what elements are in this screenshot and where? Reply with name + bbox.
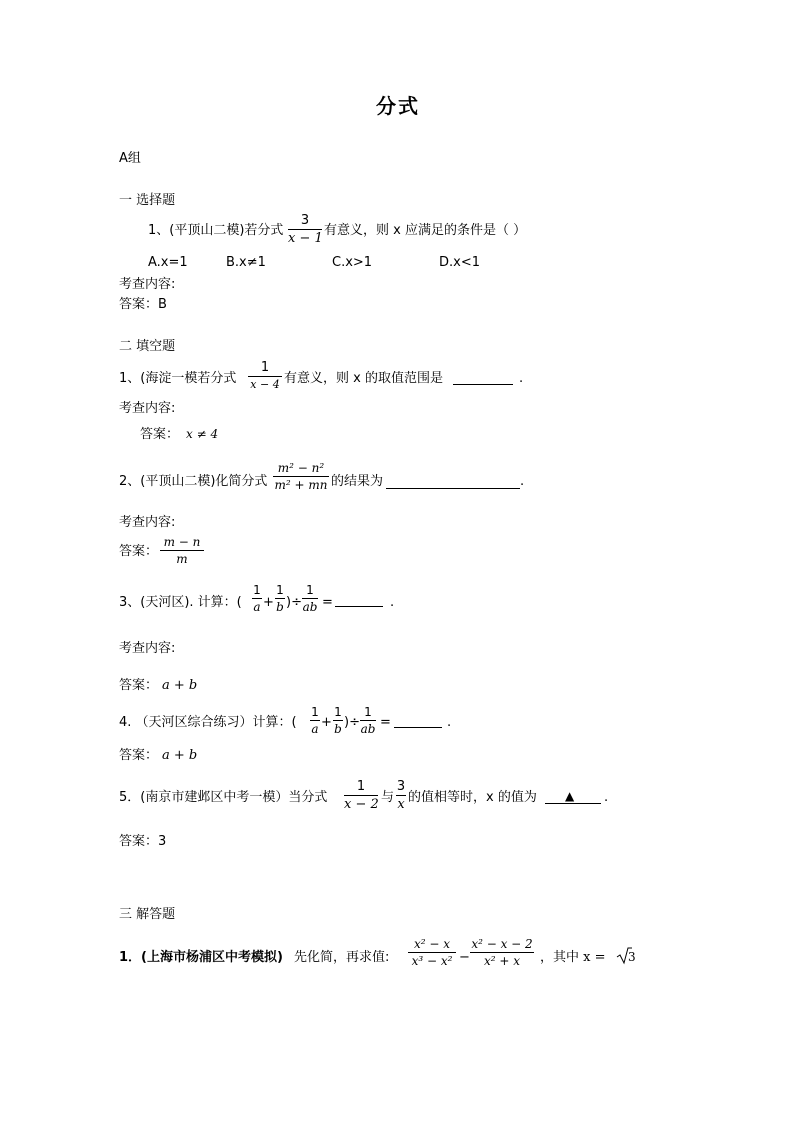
fraction-bar — [360, 720, 376, 721]
sec2-q5-mid: 与 — [381, 790, 395, 805]
sec2-q4-fraction-3 — [360, 706, 376, 735]
sec2-q1-fraction — [248, 361, 282, 390]
sec2-q5-blank[interactable] — [545, 803, 601, 804]
sec2-q2-suffix: 的结果为 — [331, 474, 384, 489]
option-b: B.x≠1 — [226, 255, 266, 270]
fraction-denominator: a — [311, 722, 319, 736]
sec2-q2-kaocha: 考查内容: — [119, 515, 176, 530]
sec1-kaocha: 考查内容: — [119, 277, 176, 292]
fraction-denominator: x³ − x² — [411, 954, 453, 968]
fraction-denominator: a — [253, 600, 261, 614]
sec2-q2-fraction — [273, 462, 329, 491]
sec1-answer: 答案：B — [119, 297, 167, 312]
fraction-bar — [248, 376, 282, 377]
sec3-q1-fraction-1 — [408, 938, 456, 967]
fraction-numerator: 3 — [300, 213, 310, 228]
fraction-denominator: ab — [302, 600, 318, 614]
option-a: A.x=1 — [148, 255, 188, 270]
sec2-q1-answer-label: 答案： — [140, 427, 180, 442]
sec2-q1-blank[interactable] — [453, 384, 513, 385]
section-heading-fill: 二 填空题 — [119, 339, 176, 354]
fraction-denominator: b — [276, 600, 284, 614]
sec2-q1-answer-value: x ≠ 4 — [186, 427, 219, 441]
sec3-q1-prefix: 1．(上海市杨浦区中考模拟) — [119, 950, 283, 965]
fraction-bar — [288, 229, 322, 230]
fraction-bar — [302, 598, 318, 599]
sec2-q3-div: )÷ — [286, 595, 302, 610]
sec2-q3-end: . — [390, 595, 395, 610]
section-heading-solve: 三 解答题 — [119, 907, 176, 922]
fraction-bar — [310, 720, 320, 721]
sec2-q2-answer-label: 答案： — [119, 544, 159, 559]
fraction-denominator: m² + mn — [274, 478, 328, 492]
sec3-q1-minus: − — [459, 950, 470, 965]
sec2-q5-end: . — [604, 790, 609, 805]
fraction-numerator: m² − n² — [277, 461, 325, 475]
fraction-numerator: 1 — [356, 779, 366, 794]
sec2-q4-prefix: 4. （天河区综合练习）计算：( — [119, 715, 297, 730]
fraction-numerator: 1 — [276, 583, 284, 597]
sec2-q4-div: )÷ — [344, 715, 360, 730]
page-title: 分式 — [376, 94, 420, 118]
sec2-q1-end: . — [519, 371, 524, 386]
sec2-q2-answer-fraction — [160, 536, 204, 565]
sec2-q5-prefix: 5．(南京市建邺区中考一模）当分式 — [119, 790, 328, 805]
sec2-q1-prefix: 1、(海淀一模若分式 — [119, 371, 237, 386]
fraction-denominator: x − 4 — [250, 378, 280, 391]
sec2-q3-plus: + — [263, 595, 274, 610]
fraction-numerator: m − n — [163, 535, 201, 549]
fraction-numerator: 1 — [306, 583, 314, 597]
fraction-numerator: x² − x − 2 — [471, 937, 533, 951]
fraction-denominator: m — [176, 552, 188, 566]
sec2-q4-blank[interactable] — [394, 727, 442, 728]
fraction-bar — [275, 598, 285, 599]
section-heading-choice: 一 选择题 — [119, 193, 176, 208]
sec2-q2-blank[interactable] — [386, 488, 520, 489]
fraction-bar — [396, 795, 406, 796]
sec2-q4-answer-label: 答案： — [119, 748, 159, 763]
group-label: A组 — [119, 151, 141, 166]
sec2-q5-fraction-1 — [344, 780, 378, 811]
sec2-q2-end: . — [520, 474, 525, 489]
fraction-bar — [273, 476, 329, 477]
sec1-q1-fraction — [288, 214, 322, 245]
sec2-q5-suffix: 的值相等时，x 的值为 — [408, 790, 537, 805]
fraction-denominator: b — [334, 722, 342, 736]
fraction-bar — [333, 720, 343, 721]
sec1-q1-suffix: 有意义，则 x 应满足的条件是（ ） — [324, 223, 527, 238]
sec2-q3-fraction-2 — [275, 584, 285, 613]
fraction-numerator: 3 — [396, 779, 406, 794]
sec2-q5-fraction-2 — [396, 780, 406, 811]
answer-marker-icon: ▲ — [565, 789, 575, 803]
sec3-q1-where: ，其中 x = — [540, 950, 606, 965]
sec2-q3-answer-label: 答案： — [119, 678, 159, 693]
option-d: D.x<1 — [439, 255, 480, 270]
fraction-bar — [470, 952, 534, 953]
sec3-q1-fraction-2 — [470, 938, 534, 967]
sec2-q5-answer: 答案：3 — [119, 834, 167, 849]
fraction-denominator: x² + x — [483, 954, 521, 968]
sec2-q1-kaocha: 考查内容: — [119, 401, 176, 416]
fraction-denominator: x — [397, 797, 405, 812]
sec2-q4-eq: = — [380, 715, 391, 730]
sec2-q4-answer-value: a + b — [162, 748, 198, 763]
sec2-q3-eq: = — [322, 595, 333, 610]
sec2-q3-fraction-3 — [302, 584, 318, 613]
sec2-q3-fraction-1 — [252, 584, 262, 613]
fraction-numerator: 1 — [253, 583, 261, 597]
fraction-bar — [160, 550, 204, 551]
fraction-denominator: x − 2 — [344, 797, 379, 812]
fraction-bar — [344, 795, 378, 796]
sqrt-radicand: 3 — [628, 950, 636, 964]
fraction-denominator: ab — [360, 722, 376, 736]
fraction-bar — [408, 952, 456, 953]
sec2-q4-end: . — [447, 715, 452, 730]
fraction-numerator: 1 — [260, 360, 270, 375]
fraction-numerator: 1 — [364, 705, 372, 719]
sec2-q3-kaocha: 考查内容: — [119, 641, 176, 656]
fraction-numerator: x² − x — [413, 937, 451, 951]
fraction-bar — [252, 598, 262, 599]
sec2-q1-suffix: 有意义，则 x 的取值范围是 — [284, 371, 443, 386]
sec3-q1-text: 先化简，再求值: — [294, 950, 390, 965]
fraction-numerator: 1 — [311, 705, 319, 719]
sec2-q4-fraction-1 — [310, 706, 320, 735]
option-c: C.x>1 — [332, 255, 373, 270]
sec2-q4-fraction-2 — [333, 706, 343, 735]
fraction-denominator: x − 1 — [288, 231, 323, 246]
sec2-q4-plus: + — [321, 715, 332, 730]
sec2-q3-prefix: 3、(天河区). 计算：( — [119, 595, 242, 610]
sec1-q1-prefix: 1、(平顶山二模)若分式 — [148, 223, 284, 238]
sec2-q3-answer-value: a + b — [162, 678, 198, 693]
sec2-q2-prefix: 2、(平顶山二模)化简分式 — [119, 474, 268, 489]
sec2-q3-blank[interactable] — [335, 606, 383, 607]
fraction-numerator: 1 — [334, 705, 342, 719]
